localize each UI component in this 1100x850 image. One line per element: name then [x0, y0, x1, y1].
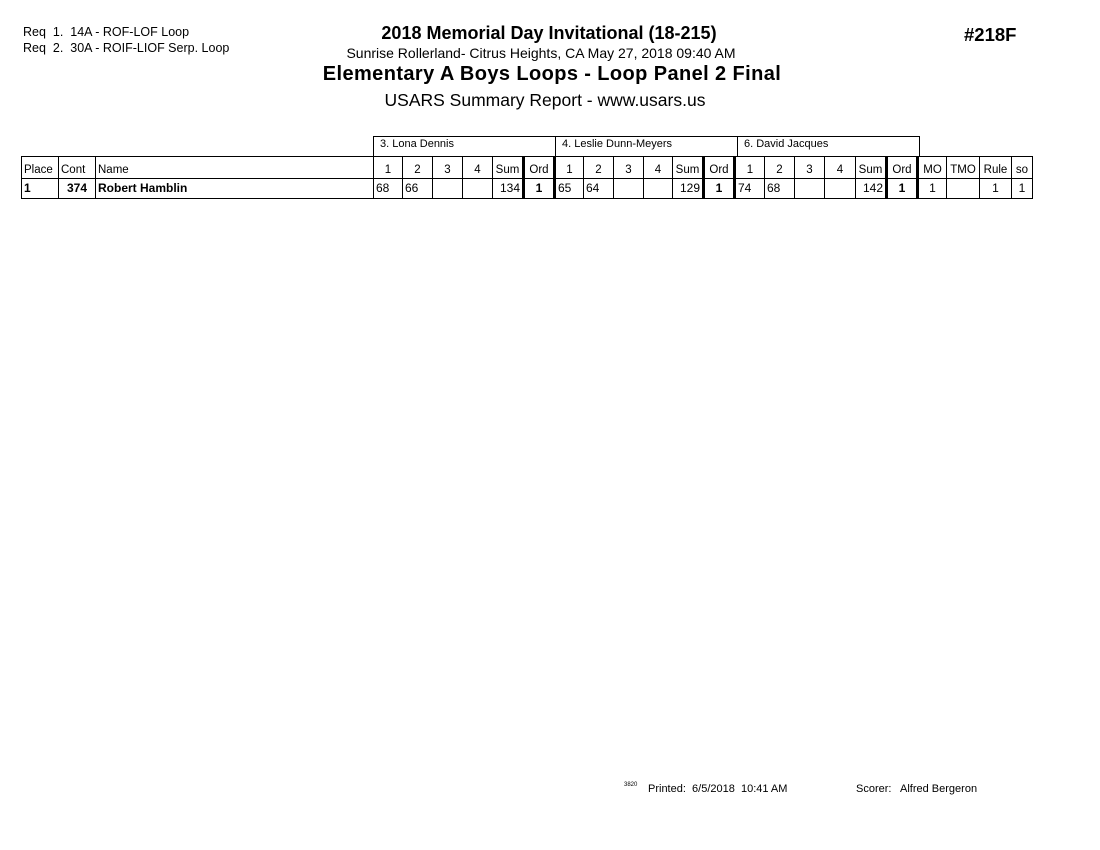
- score-cell: [463, 179, 493, 199]
- so-cell: 1: [1012, 179, 1033, 199]
- col-name: Name: [96, 157, 374, 179]
- judge-name: 3. Lona Dennis: [374, 137, 556, 157]
- col-j2-4: 4: [644, 157, 673, 179]
- col-j3-1: 1: [735, 157, 765, 179]
- score-cell: 68: [765, 179, 795, 199]
- col-j1-ord: Ord: [524, 157, 555, 179]
- scorer-name: Scorer: Alfred Bergeron: [856, 783, 978, 795]
- score-cell: 64: [584, 179, 614, 199]
- col-j3-sum: Sum: [856, 157, 887, 179]
- col-j2-2: 2: [584, 157, 614, 179]
- col-j3-3: 3: [795, 157, 825, 179]
- col-j1-3: 3: [433, 157, 463, 179]
- judge-header-table: [373, 136, 920, 156]
- mo-cell: 1: [918, 179, 947, 199]
- venue-line: Sunrise Rollerland- Citrus Heights, CA May 27, 2018 09:40 AM: [346, 45, 736, 61]
- name-cell: Robert Hamblin: [96, 179, 374, 199]
- score-cell: 68: [374, 179, 403, 199]
- sum-cell: 129: [673, 179, 704, 199]
- report-subtitle: USARS Summary Report - www.usars.us: [384, 90, 706, 110]
- col-j2-ord: Ord: [704, 157, 735, 179]
- col-j1-1: 1: [374, 157, 403, 179]
- col-j3-4: 4: [825, 157, 856, 179]
- col-j3-2: 2: [765, 157, 795, 179]
- col-rule: Rule: [980, 157, 1012, 179]
- results-header-row: [22, 157, 1033, 179]
- event-number: #218F: [964, 24, 1017, 45]
- score-cell: 74: [735, 179, 765, 199]
- tmo-cell: [947, 179, 980, 199]
- col-j1-sum: Sum: [493, 157, 524, 179]
- col-j1-4: 4: [463, 157, 493, 179]
- ord-cell: 1: [887, 179, 918, 199]
- score-cell: [614, 179, 644, 199]
- col-j2-3: 3: [614, 157, 644, 179]
- score-cell: [644, 179, 673, 199]
- results-table: [21, 156, 1033, 199]
- printed-timestamp: Printed: 6/5/2018 10:41 AM: [648, 783, 788, 795]
- col-j2-1: 1: [555, 157, 584, 179]
- col-j2-sum: Sum: [673, 157, 704, 179]
- report-code: 3820: [624, 782, 638, 788]
- col-place: Place: [22, 157, 59, 179]
- col-tmo: TMO: [947, 157, 980, 179]
- rule-cell: 1: [980, 179, 1012, 199]
- cont-cell: 374: [59, 179, 96, 199]
- table-row: [22, 179, 1033, 199]
- ord-cell: 1: [704, 179, 735, 199]
- score-cell: 66: [403, 179, 433, 199]
- requirement-1: Req 1. 14A - ROF-LOF Loop: [23, 25, 190, 39]
- sum-cell: 134: [493, 179, 524, 199]
- requirement-2: Req 2. 30A - ROIF-LIOF Serp. Loop: [23, 41, 230, 55]
- event-title: 2018 Memorial Day Invitational (18-215): [381, 23, 717, 43]
- score-cell: 65: [555, 179, 584, 199]
- ord-cell: 1: [524, 179, 555, 199]
- judge-name: 4. Leslie Dunn-Meyers: [556, 137, 738, 157]
- col-so: so: [1012, 157, 1033, 179]
- sum-cell: 142: [856, 179, 887, 199]
- col-mo: MO: [918, 157, 947, 179]
- col-j3-ord: Ord: [887, 157, 918, 179]
- col-cont: Cont: [59, 157, 96, 179]
- place-cell: 1: [22, 179, 59, 199]
- score-cell: [825, 179, 856, 199]
- col-j1-2: 2: [403, 157, 433, 179]
- page-title: Elementary A Boys Loops - Loop Panel 2 Final: [322, 63, 782, 85]
- judge-name: 6. David Jacques: [738, 137, 920, 157]
- score-cell: [433, 179, 463, 199]
- score-cell: [795, 179, 825, 199]
